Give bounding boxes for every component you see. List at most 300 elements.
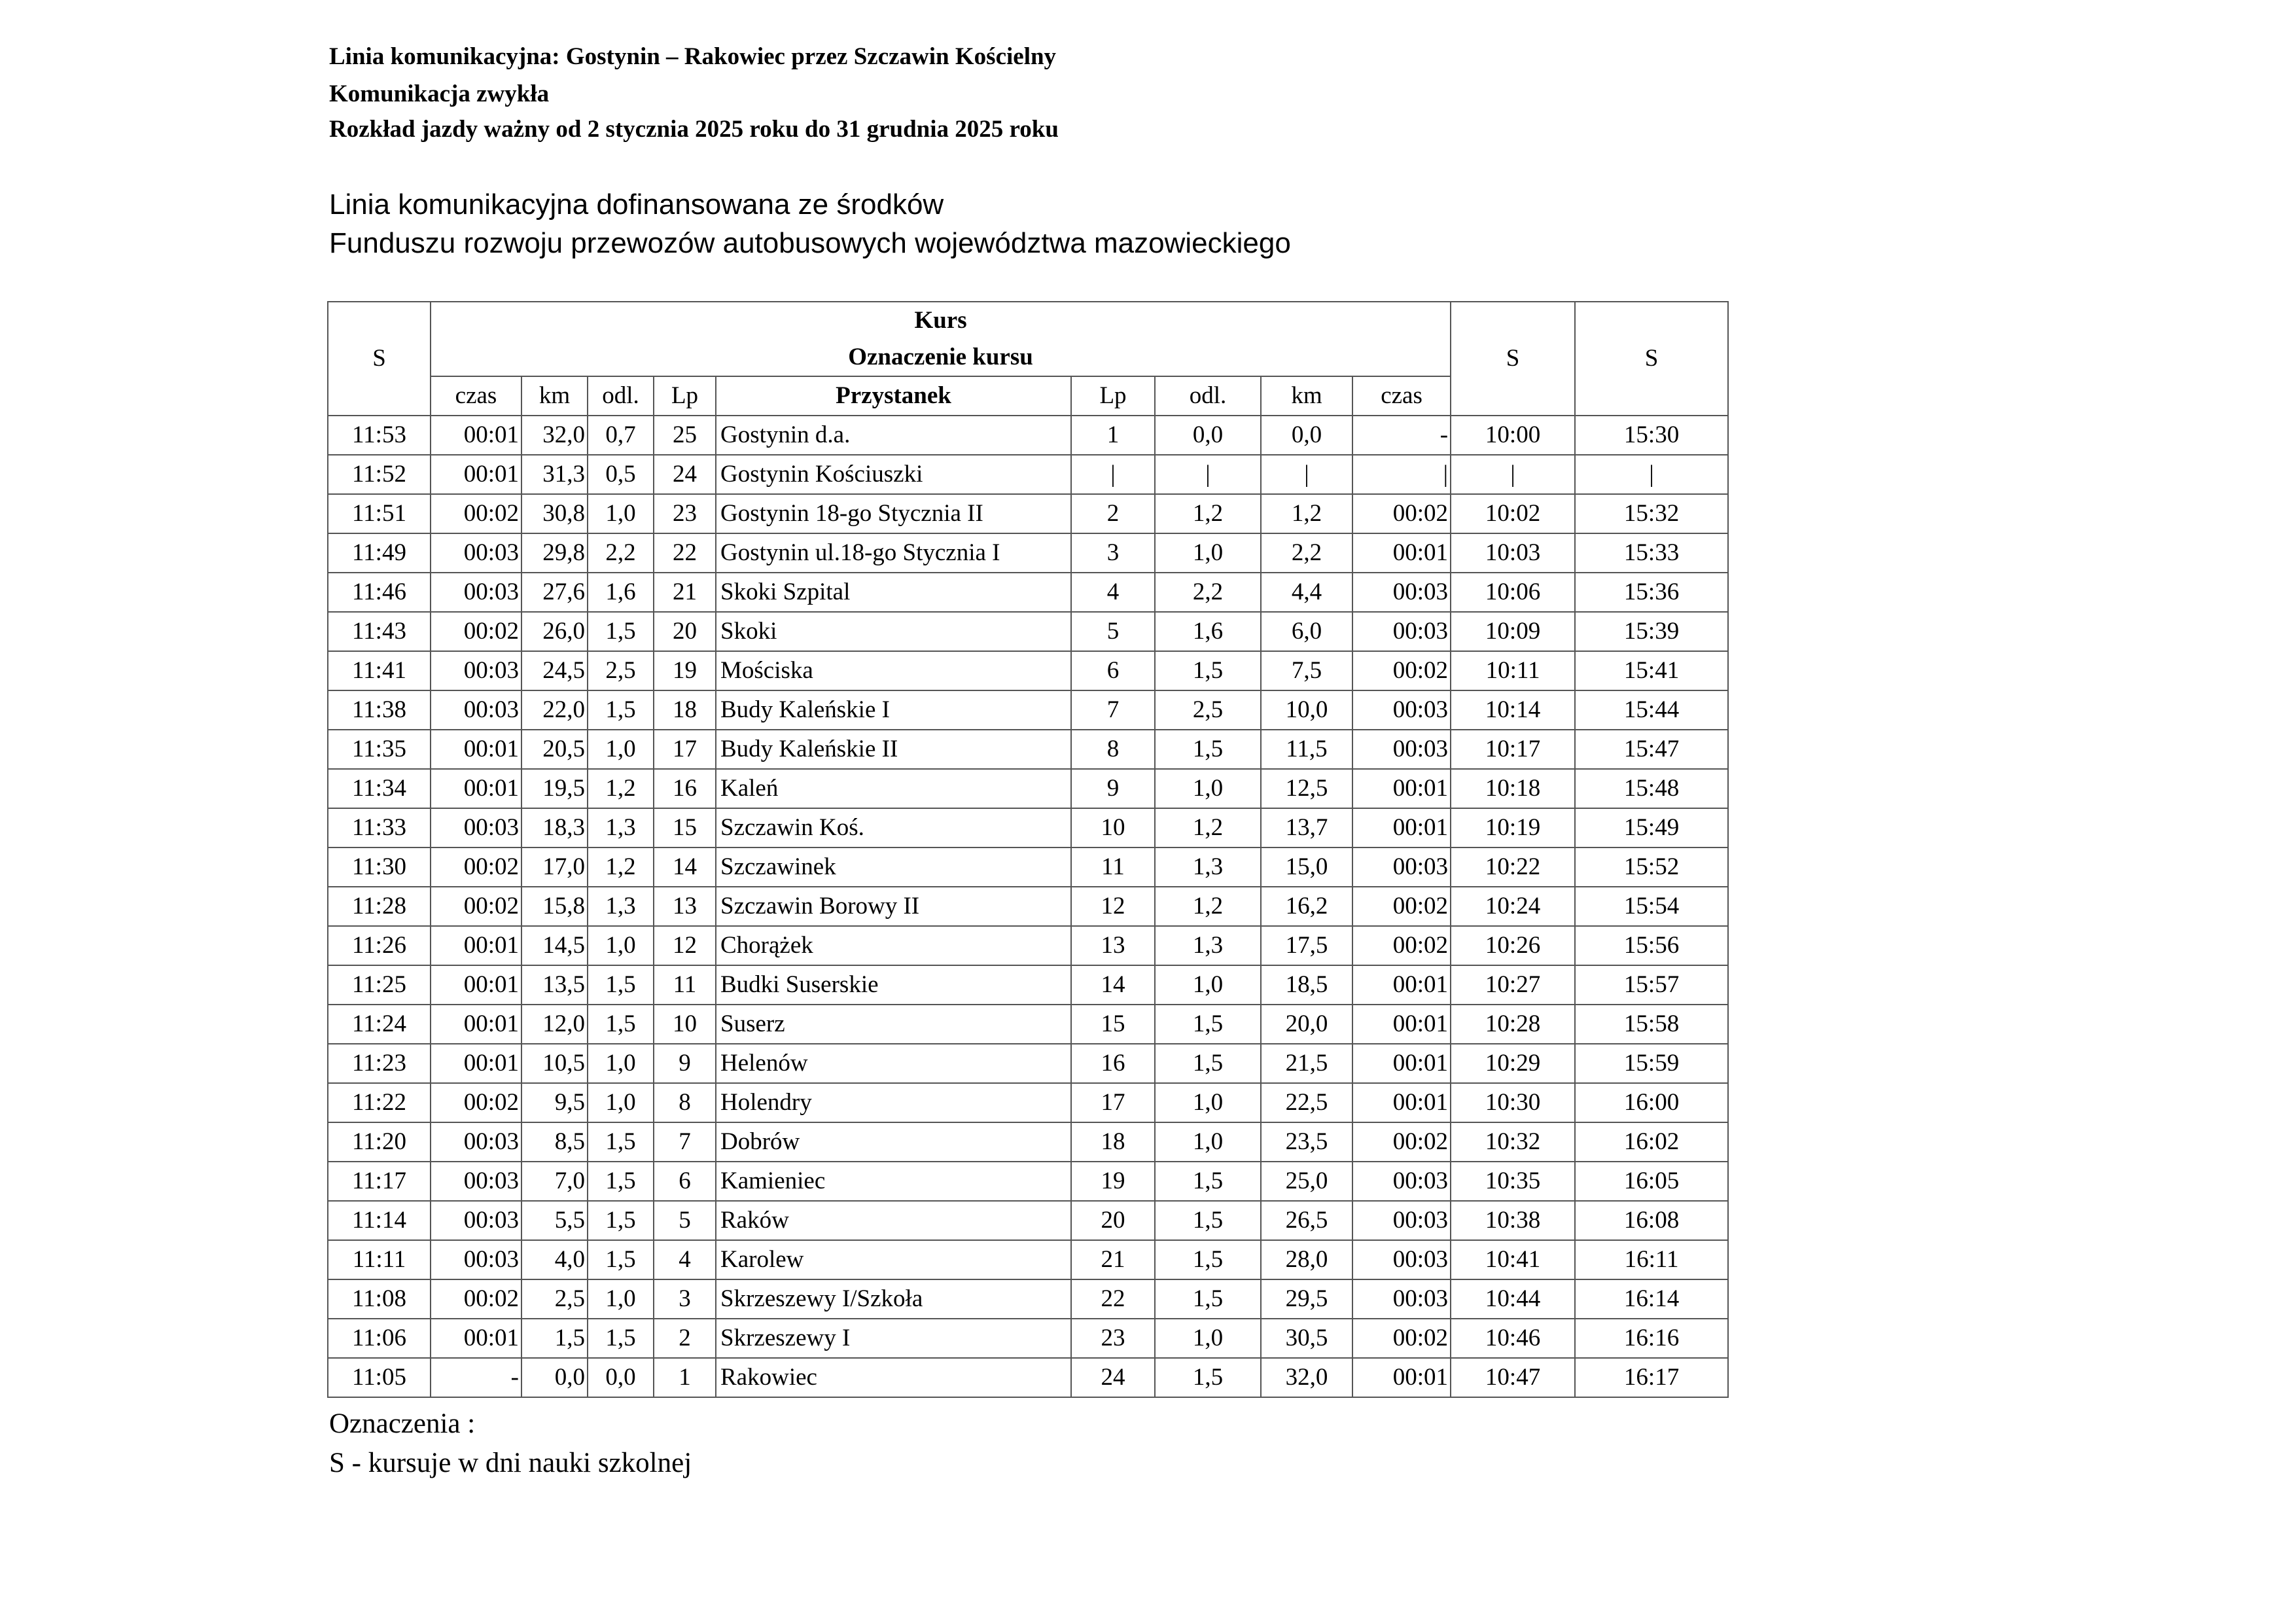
cell-km: 26,0 [521,612,588,651]
cell-odl: 2,5 [588,651,654,690]
cell-arrival-time: 11:20 [328,1122,431,1162]
cell-czas-2: 00:03 [1352,1162,1451,1201]
cell-odl: 1,0 [588,494,654,533]
cell-czas-2: 00:03 [1352,573,1451,612]
cell-arrival-time: 11:26 [328,926,431,965]
cell-stop-name: Skoki Szpital [716,573,1071,612]
cell-arrival-time: 11:14 [328,1201,431,1240]
cell-departure-time-2: 16:14 [1575,1279,1728,1319]
cell-km-2: 22,5 [1261,1083,1352,1122]
cell-arrival-time: 11:24 [328,1005,431,1044]
cell-km: 27,6 [521,573,588,612]
cell-departure-time-1: 10:18 [1451,769,1575,808]
cell-km: 31,3 [521,455,588,494]
cell-lp: 20 [654,612,716,651]
cell-czas-2: 00:03 [1352,612,1451,651]
cell-odl: 1,3 [588,887,654,926]
cell-odl-2: 1,0 [1155,769,1261,808]
cell-stop-name: Skoki [716,612,1071,651]
cell-stop-name: Budki Suserskie [716,965,1071,1005]
cell-odl-2: 1,5 [1155,1005,1261,1044]
cell-odl: 1,0 [588,926,654,965]
cell-arrival-time: 11:52 [328,455,431,494]
cell-arrival-time: 11:30 [328,847,431,887]
cell-odl: 1,2 [588,847,654,887]
cell-km-2: 10,0 [1261,690,1352,730]
cell-km-2: 30,5 [1261,1319,1352,1358]
col-header-lp-2: Lp [1071,376,1155,416]
cell-km: 5,5 [521,1201,588,1240]
table-row [328,887,1728,926]
cell-lp-2: 7 [1071,690,1155,730]
cell-czas-2: 00:01 [1352,808,1451,847]
cell-odl: 1,5 [588,612,654,651]
cell-czas-2: 00:02 [1352,1319,1451,1358]
cell-odl: 1,0 [588,1083,654,1122]
cell-km: 2,5 [521,1279,588,1319]
cell-odl: 1,0 [588,1279,654,1319]
table-row [328,690,1728,730]
cell-czas-2: 00:01 [1352,769,1451,808]
col-header-czas-2: czas [1352,376,1451,416]
cell-odl-2: 0,0 [1155,416,1261,455]
col-header-odl-2: odl. [1155,376,1261,416]
cell-departure-time-2: 15:33 [1575,533,1728,573]
header-line-validity: Rozkład jazdy ważny od 2 stycznia 2025 roku do 31 grudnia 2025 roku [329,116,1059,143]
cell-odl-2: 1,0 [1155,1083,1261,1122]
cell-odl-2: 2,5 [1155,690,1261,730]
cell-arrival-time: 11:34 [328,769,431,808]
cell-odl: 1,5 [588,1122,654,1162]
cell-departure-time-1: 10:35 [1451,1162,1575,1201]
cell-lp-2: 18 [1071,1122,1155,1162]
cell-departure-time-1: 10:14 [1451,690,1575,730]
cell-lp-2: 4 [1071,573,1155,612]
cell-czas-2: 00:01 [1352,1044,1451,1083]
cell-km-2: 13,7 [1261,808,1352,847]
cell-czas: 00:03 [431,533,521,573]
cell-czas: 00:03 [431,1240,521,1279]
timetable [327,301,1729,1398]
legend-s-description: S - kursuje w dni nauki szkolnej [329,1448,692,1478]
cell-lp-2: 12 [1071,887,1155,926]
cell-km: 0,0 [521,1358,588,1397]
col-header-s-left: S [328,302,431,416]
cell-departure-time-2: 15:41 [1575,651,1728,690]
cell-lp: 18 [654,690,716,730]
cell-odl-2: 1,5 [1155,1279,1261,1319]
cell-lp-2: 19 [1071,1162,1155,1201]
cell-stop-name: Gostynin d.a. [716,416,1071,455]
cell-czas: 00:01 [431,416,521,455]
cell-lp: 13 [654,887,716,926]
cell-km-2: 29,5 [1261,1279,1352,1319]
cell-arrival-time: 11:17 [328,1162,431,1201]
table-row [328,1083,1728,1122]
cell-odl-2: 1,0 [1155,1122,1261,1162]
cell-departure-time-2: 15:54 [1575,887,1728,926]
cell-km-2: 1,2 [1261,494,1352,533]
cell-km: 30,8 [521,494,588,533]
cell-departure-time-1: 10:03 [1451,533,1575,573]
cell-odl: 1,6 [588,573,654,612]
cell-czas: 00:03 [431,573,521,612]
cell-stop-name: Szczawin Borowy II [716,887,1071,926]
cell-km: 19,5 [521,769,588,808]
cell-lp-2: 2 [1071,494,1155,533]
table-row [328,1201,1728,1240]
cell-stop-name: Szczawin Koś. [716,808,1071,847]
cell-departure-time-2: 16:17 [1575,1358,1728,1397]
cell-lp-2: 17 [1071,1083,1155,1122]
cell-departure-time-2: 16:00 [1575,1083,1728,1122]
cell-arrival-time: 11:53 [328,416,431,455]
cell-departure-time-1: 10:00 [1451,416,1575,455]
table-row [328,1319,1728,1358]
legend-title: Oznaczenia : [329,1408,476,1439]
cell-km-2: 4,4 [1261,573,1352,612]
cell-stop-name: Budy Kaleńskie I [716,690,1071,730]
cell-stop-name: Szczawinek [716,847,1071,887]
cell-czas: 00:03 [431,1162,521,1201]
cell-departure-time-2: 16:05 [1575,1162,1728,1201]
funding-line-1: Linia komunikacyjna dofinansowana ze środków [329,188,944,221]
cell-departure-time-2: 15:58 [1575,1005,1728,1044]
cell-arrival-time: 11:43 [328,612,431,651]
cell-odl-2: 1,2 [1155,808,1261,847]
cell-lp: 15 [654,808,716,847]
cell-lp-2: 10 [1071,808,1155,847]
cell-lp: 6 [654,1162,716,1201]
cell-odl: 0,0 [588,1358,654,1397]
cell-departure-time-1: 10:17 [1451,730,1575,769]
cell-stop-name: Gostynin Kościuszki [716,455,1071,494]
cell-lp: 11 [654,965,716,1005]
cell-departure-time-2: 16:11 [1575,1240,1728,1279]
cell-odl: 1,3 [588,808,654,847]
header-line-title: Linia komunikacyjna: Gostynin – Rakowiec przez Szczawin Kościelny [329,43,1057,70]
cell-czas: 00:02 [431,612,521,651]
cell-stop-name: Raków [716,1201,1071,1240]
col-header-km-2: km [1261,376,1352,416]
cell-czas-2: 00:01 [1352,1005,1451,1044]
cell-departure-time-1: 10:26 [1451,926,1575,965]
cell-km-2: 11,5 [1261,730,1352,769]
cell-stop-name: Suserz [716,1005,1071,1044]
cell-lp: 10 [654,1005,716,1044]
cell-lp-2: 13 [1071,926,1155,965]
table-row [328,573,1728,612]
cell-stop-name: Budy Kaleńskie II [716,730,1071,769]
cell-lp-2: 15 [1071,1005,1155,1044]
cell-lp-2: 20 [1071,1201,1155,1240]
cell-departure-time-2: 15:59 [1575,1044,1728,1083]
cell-km-2: 25,0 [1261,1162,1352,1201]
cell-arrival-time: 11:11 [328,1240,431,1279]
cell-km-2: 2,2 [1261,533,1352,573]
cell-stop-name: Mościska [716,651,1071,690]
cell-czas-2: 00:01 [1352,1083,1451,1122]
cell-czas-2: 00:02 [1352,494,1451,533]
funding-line-2: Funduszu rozwoju przewozów autobusowych województwa mazowieckiego [329,227,1291,259]
cell-lp-2: 9 [1071,769,1155,808]
cell-czas: 00:01 [431,965,521,1005]
cell-lp-2: 24 [1071,1358,1155,1397]
cell-stop-name: Kamieniec [716,1162,1071,1201]
cell-czas-2: 00:02 [1352,651,1451,690]
cell-lp: 19 [654,651,716,690]
cell-km: 8,5 [521,1122,588,1162]
cell-czas-2: 00:03 [1352,1201,1451,1240]
cell-lp: 4 [654,1240,716,1279]
cell-km: 9,5 [521,1083,588,1122]
cell-odl-2: 1,5 [1155,1044,1261,1083]
table-row [328,808,1728,847]
cell-odl: 1,0 [588,730,654,769]
cell-departure-time-1: 10:47 [1451,1358,1575,1397]
cell-czas: 00:01 [431,455,521,494]
table-row [328,416,1728,455]
table-row [328,847,1728,887]
col-header-s-right: S [1575,302,1728,416]
cell-km-2: 20,0 [1261,1005,1352,1044]
table-row [328,1122,1728,1162]
cell-km: 32,0 [521,416,588,455]
cell-departure-time-1: 10:28 [1451,1005,1575,1044]
cell-km: 10,5 [521,1044,588,1083]
cell-departure-time-1: 10:06 [1451,573,1575,612]
cell-departure-time-2: 15:30 [1575,416,1728,455]
cell-departure-time-1: 10:29 [1451,1044,1575,1083]
cell-arrival-time: 11:51 [328,494,431,533]
cell-odl: 1,5 [588,1319,654,1358]
cell-czas-2: 00:01 [1352,533,1451,573]
header-line-type: Komunikacja zwykła [329,80,550,107]
cell-odl: 0,5 [588,455,654,494]
cell-km-2: 21,5 [1261,1044,1352,1083]
cell-departure-time-2: 16:02 [1575,1122,1728,1162]
cell-lp: 25 [654,416,716,455]
cell-czas: 00:01 [431,926,521,965]
table-row [328,965,1728,1005]
cell-odl: 1,2 [588,769,654,808]
cell-odl: 1,5 [588,690,654,730]
table-row [328,1240,1728,1279]
table-row [328,730,1728,769]
cell-km: 17,0 [521,847,588,887]
cell-odl-2: 1,5 [1155,730,1261,769]
cell-lp: 1 [654,1358,716,1397]
cell-km-2: 26,5 [1261,1201,1352,1240]
cell-czas: 00:02 [431,887,521,926]
cell-departure-time-2: 15:32 [1575,494,1728,533]
cell-km-2: 23,5 [1261,1122,1352,1162]
cell-departure-time-2: 15:44 [1575,690,1728,730]
cell-czas: 00:01 [431,1044,521,1083]
cell-czas: 00:03 [431,808,521,847]
oznaczenie-kursu-header: Oznaczenie kursu [431,339,1451,376]
cell-departure-time-2: 15:52 [1575,847,1728,887]
cell-czas-2: 00:01 [1352,965,1451,1005]
cell-km: 24,5 [521,651,588,690]
timetable-body [328,416,1728,1397]
col-header-km: km [521,376,588,416]
cell-czas: 00:02 [431,1279,521,1319]
cell-km: 14,5 [521,926,588,965]
cell-km: 7,0 [521,1162,588,1201]
cell-odl: 1,5 [588,1201,654,1240]
cell-lp-2: | [1071,455,1155,494]
col-header-czas: czas [431,376,521,416]
cell-czas: 00:02 [431,494,521,533]
cell-km-2: 18,5 [1261,965,1352,1005]
cell-odl-2: | [1155,455,1261,494]
cell-km-2: 28,0 [1261,1240,1352,1279]
cell-km: 13,5 [521,965,588,1005]
cell-lp: 9 [654,1044,716,1083]
cell-czas-2: 00:03 [1352,847,1451,887]
cell-lp: 17 [654,730,716,769]
cell-departure-time-1: 10:09 [1451,612,1575,651]
cell-km: 18,3 [521,808,588,847]
cell-odl: 1,0 [588,1044,654,1083]
cell-odl-2: 1,6 [1155,612,1261,651]
cell-lp-2: 5 [1071,612,1155,651]
cell-odl-2: 1,0 [1155,1319,1261,1358]
cell-lp: 5 [654,1201,716,1240]
cell-departure-time-2: 15:39 [1575,612,1728,651]
cell-stop-name: Holendry [716,1083,1071,1122]
cell-km-2: 17,5 [1261,926,1352,965]
cell-lp: 16 [654,769,716,808]
cell-czas: 00:01 [431,730,521,769]
cell-departure-time-2: | [1575,455,1728,494]
table-row [328,926,1728,965]
cell-odl-2: 1,5 [1155,1240,1261,1279]
cell-czas-2: 00:01 [1352,1358,1451,1397]
cell-odl-2: 1,0 [1155,533,1261,573]
cell-stop-name: Skrzeszewy I/Szkoła [716,1279,1071,1319]
table-row [328,1162,1728,1201]
cell-odl-2: 1,2 [1155,494,1261,533]
cell-czas-2: | [1352,455,1451,494]
cell-odl: 1,5 [588,1240,654,1279]
cell-lp-2: 14 [1071,965,1155,1005]
cell-departure-time-1: 10:19 [1451,808,1575,847]
cell-czas-2: 00:03 [1352,1279,1451,1319]
cell-odl: 1,5 [588,965,654,1005]
cell-departure-time-1: 10:30 [1451,1083,1575,1122]
cell-lp: 8 [654,1083,716,1122]
cell-arrival-time: 11:41 [328,651,431,690]
cell-departure-time-2: 16:08 [1575,1201,1728,1240]
cell-departure-time-1: 10:27 [1451,965,1575,1005]
col-header-odl: odl. [588,376,654,416]
cell-departure-time-2: 15:56 [1575,926,1728,965]
cell-km-2: 7,5 [1261,651,1352,690]
cell-km-2: 16,2 [1261,887,1352,926]
table-row [328,455,1728,494]
col-header-lp: Lp [654,376,716,416]
kurs-header: Kurs [431,302,1451,339]
cell-arrival-time: 11:23 [328,1044,431,1083]
cell-arrival-time: 11:28 [328,887,431,926]
cell-lp: 22 [654,533,716,573]
cell-km-2: | [1261,455,1352,494]
col-header-przystanek: Przystanek [716,376,1071,416]
cell-km-2: 6,0 [1261,612,1352,651]
cell-km: 15,8 [521,887,588,926]
cell-czas-2: 00:02 [1352,1122,1451,1162]
cell-stop-name: Gostynin ul.18-go Stycznia I [716,533,1071,573]
cell-lp-2: 21 [1071,1240,1155,1279]
cell-arrival-time: 11:05 [328,1358,431,1397]
cell-km-2: 12,5 [1261,769,1352,808]
cell-departure-time-2: 15:36 [1575,573,1728,612]
cell-departure-time-2: 15:49 [1575,808,1728,847]
cell-odl-2: 1,2 [1155,887,1261,926]
cell-stop-name: Helenów [716,1044,1071,1083]
cell-odl-2: 1,3 [1155,847,1261,887]
cell-departure-time-1: 10:41 [1451,1240,1575,1279]
cell-km: 22,0 [521,690,588,730]
cell-czas: 00:01 [431,1005,521,1044]
cell-czas-2: 00:02 [1352,887,1451,926]
cell-departure-time-1: 10:46 [1451,1319,1575,1358]
table-row [328,1044,1728,1083]
cell-km: 12,0 [521,1005,588,1044]
cell-km: 20,5 [521,730,588,769]
cell-arrival-time: 11:25 [328,965,431,1005]
cell-arrival-time: 11:06 [328,1319,431,1358]
cell-departure-time-1: 10:02 [1451,494,1575,533]
cell-stop-name: Karolew [716,1240,1071,1279]
cell-departure-time-2: 16:16 [1575,1319,1728,1358]
cell-odl: 1,5 [588,1005,654,1044]
cell-km-2: 15,0 [1261,847,1352,887]
col-header-s-mid: S [1451,302,1575,416]
cell-lp-2: 8 [1071,730,1155,769]
cell-lp: 7 [654,1122,716,1162]
cell-czas: 00:03 [431,1201,521,1240]
cell-odl-2: 2,2 [1155,573,1261,612]
cell-departure-time-1: | [1451,455,1575,494]
cell-stop-name: Rakowiec [716,1358,1071,1397]
cell-departure-time-2: 15:57 [1575,965,1728,1005]
cell-odl: 2,2 [588,533,654,573]
cell-lp-2: 23 [1071,1319,1155,1358]
table-row [328,612,1728,651]
cell-km: 1,5 [521,1319,588,1358]
cell-lp: 14 [654,847,716,887]
cell-departure-time-2: 15:47 [1575,730,1728,769]
cell-czas: 00:01 [431,1319,521,1358]
cell-czas: 00:03 [431,690,521,730]
cell-lp: 23 [654,494,716,533]
cell-stop-name: Gostynin 18-go Stycznia II [716,494,1071,533]
cell-lp: 2 [654,1319,716,1358]
cell-km-2: 0,0 [1261,416,1352,455]
cell-odl-2: 1,5 [1155,651,1261,690]
cell-czas-2: - [1352,416,1451,455]
cell-stop-name: Skrzeszewy I [716,1319,1071,1358]
cell-departure-time-2: 15:48 [1575,769,1728,808]
table-row [328,533,1728,573]
cell-odl: 0,7 [588,416,654,455]
cell-arrival-time: 11:38 [328,690,431,730]
cell-departure-time-1: 10:44 [1451,1279,1575,1319]
table-row [328,1279,1728,1319]
